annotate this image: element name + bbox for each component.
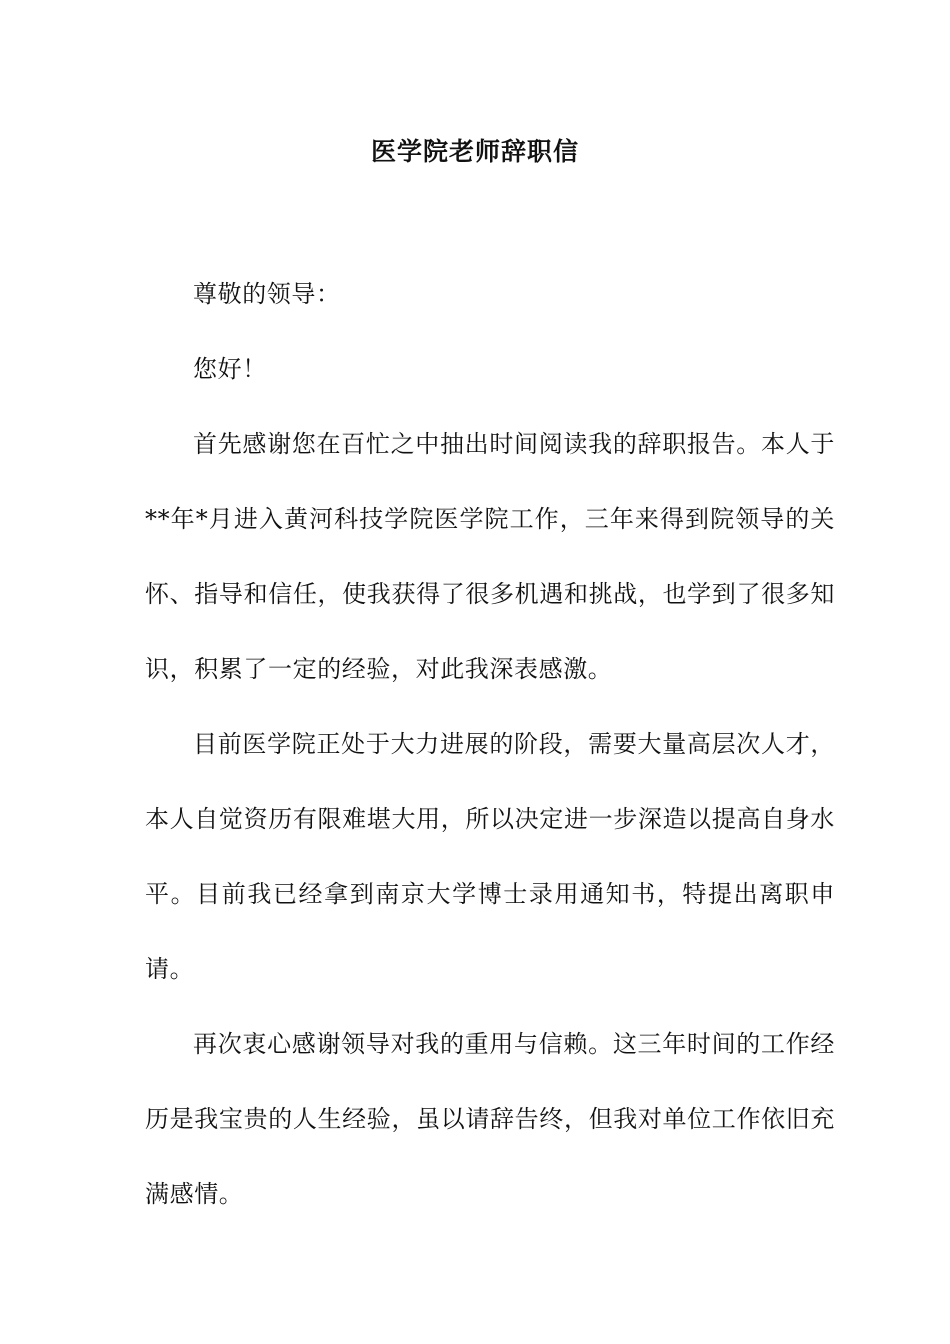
- document-title: 医学院老师辞职信: [370, 137, 579, 166]
- greeting: 您好！: [193, 355, 267, 383]
- letter-body: [145, 257, 835, 1232]
- salutation: 尊敬的领导：: [193, 280, 341, 308]
- paragraph-reason: 目前医学院正处于大力进展的阶段，需要大量高层次人才，本人自觉资历有限难堪大用，所以决定进一步深造以提高自身水平。目前我已经拿到南京大学博士录用通知书，特提出离职申请。: [145, 730, 835, 983]
- paragraph-thanks: 首先感谢您在百忙之中抽出时间阅读我的辞职报告。本人于**年*月进入黄河科技学院医学院工作，三年来得到院领导的关怀、指导和信任，使我获得了很多机遇和挑战，也学到了很多知识，积累了一定的经验，对此我深表感激。: [145, 430, 835, 683]
- paragraph-closing: 再次衷心感谢领导对我的重用与信赖。这三年时间的工作经历是我宝贵的人生经验，虽以请辞告终，但我对单位工作依旧充满感情。: [145, 1030, 835, 1208]
